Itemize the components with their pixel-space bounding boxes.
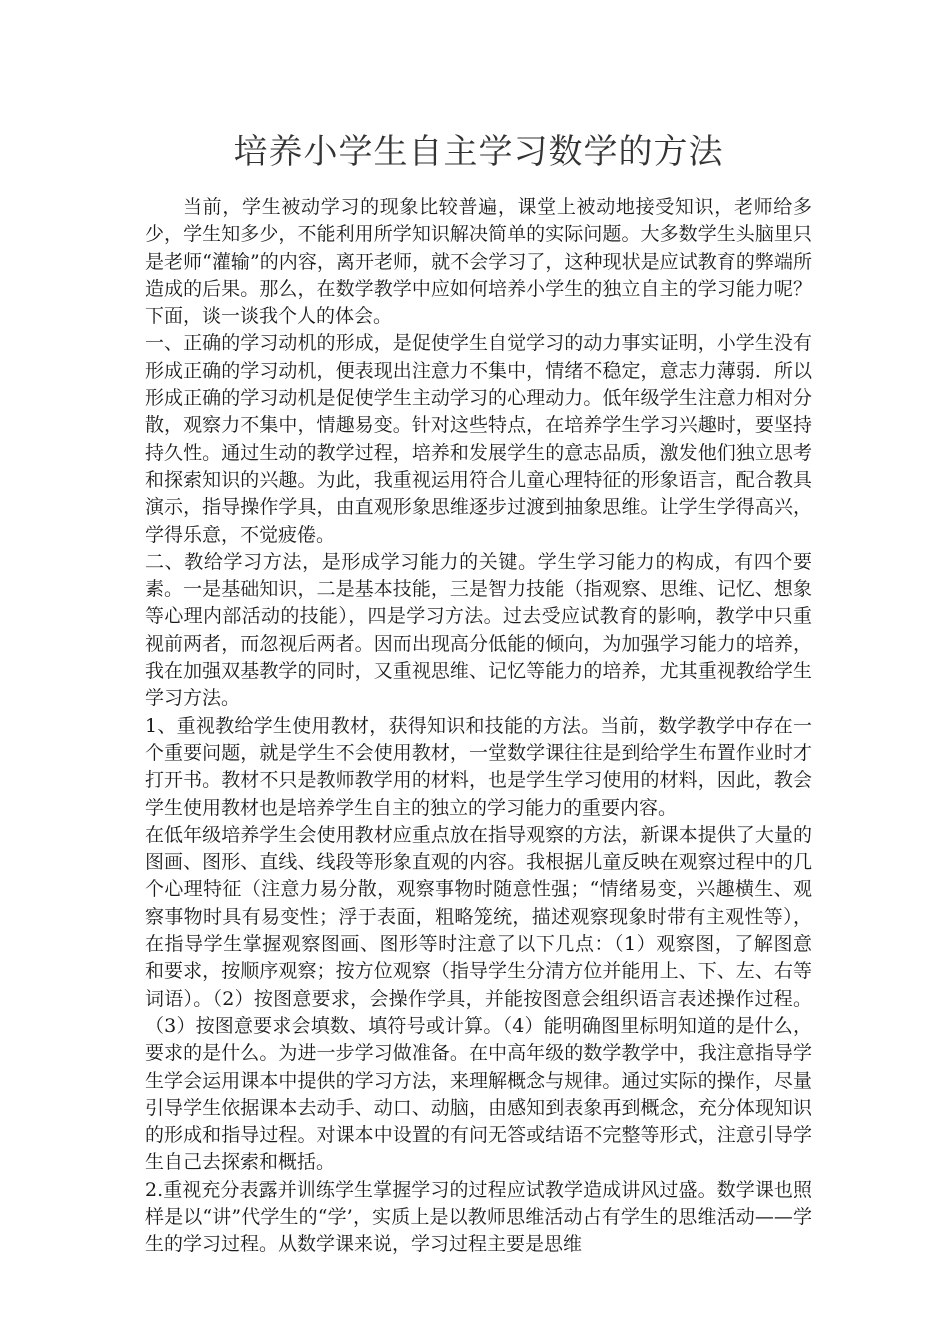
paragraph-section-2: 二、教给学习方法，是形成学习能力的关键。学生学习能力的构成，有四个要素。一是基础知识，二是基本技能，三是智力技能（指观察、思维、记忆、想象等心理内部活动的技能），四是学习方法。过去受应试教育的影响，教学中只重视前两者，而忽视后两者。因而出现高分低能的倾向，为加强学习能力的培养，我在加强双基教学的同时，又重视思维、记忆等能力的培养，尤其重视教给学生学习方法。 <box>145 550 812 710</box>
paragraph-intro: 当前，学生被动学习的现象比较普遍，课堂上被动地接受知识，老师给多少，学生知多少，不能利用所学知识解决简单的实际问题。大多数学生头脑里只是老师“灌输”的内容，离开老师，就不会学习了，这种现状是应试教育的弊端所造成的后果。那么，在数学教学中应如何培养小学生的独立自主的学习能力呢？下面，谈一谈我个人的体会。 <box>145 196 812 328</box>
paragraph-point-1: 1、重视教给学生使用教材，获得知识和技能的方法。当前，数学教学中存在一个重要问题，就是学生不会使用教材，一堂数学课往往是到给学生布置作业时才打开书。教材不只是教师教学用的材料，也是学生学习使用的材料，因此，教会学生使用教材也是培养学生自主的独立的学习能力的重要内容。 <box>145 714 812 819</box>
document-title: 培养小学生自主学习数学的方法 <box>233 132 724 172</box>
paragraph-section-1: 一、正确的学习动机的形成，是促使学生自觉学习的动力事实证明，小学生没有形成正确的学习动机，便表现出注意力不集中，情绪不稳定，意志力薄弱．所以形成正确的学习动机是促使学生主动学习的心理动力。低年级学生注意力相对分散，观察力不集中，情趣易变。针对这些特点，在培养学生学习兴趣时，要坚持持久性。通过生动的教学过程，培养和发展学生的意志品质，激发他们独立思考和探索知识的兴趣。为此，我重视运用符合儿童心理特征的形象语言，配合教具演示，指导操作学具，由直观形象思维逐步过渡到抽象思维。让学生学得高兴，学得乐意，不觉疲倦。 <box>145 332 812 546</box>
paragraph-observation: 在低年级培养学生会使用教材应重点放在指导观察的方法，新课本提供了大量的图画、图形、直线、线段等形象直观的内容。我根据儿童反映在观察过程中的几个心理特征（注意力易分散，观察事物时随意性强；“情绪易变，兴趣横生、观察事物时具有易变性；浮于表面，粗略笼统，描述观察现象时带有主观性等），在指导学生掌握观察图画、图形等时注意了以下几点：（1）观察图，了解图意和要求，按顺序观察；按方位观察（指导学生分清方位并能用上、下、左、右等词语）。（2）按图意要求，会操作学具，并能按图意会组织语言表述操作过程。（3）按图意要求会填数、填符号或计算。（4）能明确图里标明知道的是什么，要求的是什么。为进一步学习做准备。在中高年级的数学教学中，我注意指导学生学会运用课本中提供的学习方法，来理解概念与规律。通过实际的操作，尽量引导学生依据课本去动手、动口、动脑，由感知到表象再到概念，充分体现知识的形成和指导过程。对课本中设置的有问无答或结语不完整等形式，注意引导学生自己去探索和概括。 <box>145 823 812 1174</box>
paragraph-point-2: 2.重视充分表露并训练学生掌握学习的过程应试教学造成讲风过盛。数学课也照样是以“讲”代学生的“学’，实质上是以教师思维活动占有学生的思维活动——学生的学习过程。从数学课来说，学习过程主要是思维 <box>145 1178 812 1256</box>
document-body <box>145 194 812 1259</box>
